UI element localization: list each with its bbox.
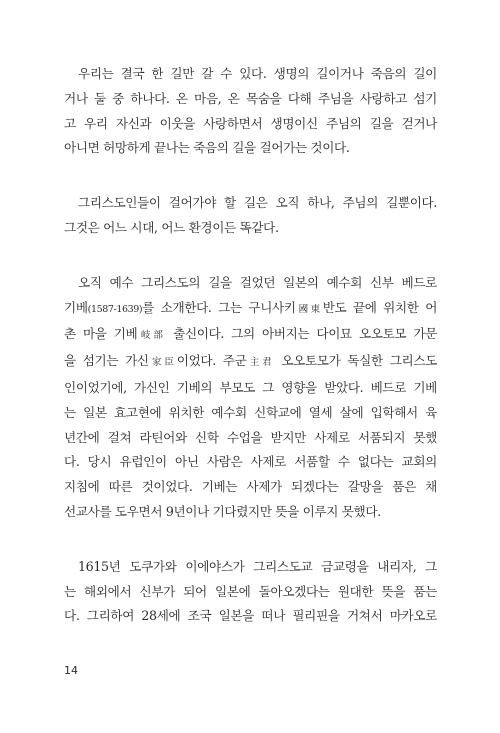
text-run: 반도 끝에 위치한 어 [322, 299, 438, 315]
text-line: 오직 예수 그리스도의 길을 걸었던 일본의 예수회 신부 베드로 [78, 274, 437, 290]
text-line: 그리스도인들이 걸어가야 할 길은 오직 하나, 주님의 길뿐이다. [78, 195, 437, 211]
paragraph-3 [64, 271, 437, 525]
kanji-annotation: 主君 [246, 357, 275, 369]
text-run: 이었다. 주군 [176, 353, 247, 369]
text-line: 선교사를 도우면서 9년이나 기다렸지만 뜻을 이루지 못했다. [64, 503, 381, 519]
kanji-annotation: 岐部 [137, 330, 167, 342]
text-run: 을 섬기는 가신 [64, 353, 149, 369]
text-line: 아니면 허망하게 끝나는 죽음의 길을 걸어가는 것이다. [64, 140, 350, 156]
text-line: 다. 그리하여 28세에 조국 일본을 떠나 필리핀을 거쳐서 마카오로 [64, 608, 437, 624]
text-line: 는 일본 효고현에 위치한 예수회 신학교에 열세 살에 입학해서 육 [64, 404, 437, 420]
years-annotation: (1587-1639) [87, 303, 143, 315]
text-line: 그것은 어느 시대, 어느 환경이든 똑같다. [64, 219, 279, 235]
text-line: 지침에 따른 것이었다. 기베는 사제가 되겠다는 갈망을 품은 채 [64, 479, 437, 495]
text-line: 거나 둘 중 하나다. 온 마음, 온 목숨을 다해 주님을 사랑하고 섬기 [64, 90, 437, 106]
text-line [64, 322, 437, 349]
kanji-annotation: 國東 [295, 303, 323, 315]
text-run: 를 소개한다. 그는 구니사키 [142, 299, 296, 315]
text-run: 촌 마을 기베 [64, 326, 138, 342]
text-line [64, 296, 437, 323]
text-line: 년간에 걸쳐 라틴어와 신학 수업을 받지만 사제로 서품되지 못했 [64, 429, 437, 445]
text-run: 출신이다. 그의 아버지는 다이묘 오오토모 가문 [166, 326, 437, 342]
body-text [64, 62, 437, 659]
text-line: 다. 당시 유럽인이 아닌 사람은 사제로 서품할 수 없다는 교회의 [64, 454, 437, 470]
kanji-annotation: 家臣 [148, 357, 177, 369]
text-line: 우리는 결국 한 길만 갈 수 있다. 생명의 길이거나 죽음의 길이 [78, 66, 437, 81]
page-number: 14 [64, 664, 78, 677]
text-line: 고 우리 자신과 이웃을 사랑하면서 생명이신 주님의 길을 걷거나 [64, 115, 437, 131]
paragraph-4 [64, 555, 437, 629]
paragraph-1 [64, 62, 437, 161]
text-run: 오오토모가 독실한 그리스도 [274, 353, 437, 369]
text-line: 1615년 도쿠가와 이에야스가 그리스도교 금교령을 내리자, 그 [78, 558, 437, 574]
text-line: 인이었기에, 가신인 기베의 부모도 그 영향을 받았다. 베드로 기베 [64, 379, 437, 395]
text-run: 기베 [64, 299, 88, 315]
text-line: 는 해외에서 신부가 되어 일본에 돌아오겠다는 원대한 뜻을 품는 [64, 583, 437, 599]
text-line [64, 349, 437, 376]
paragraph-2 [64, 191, 437, 241]
